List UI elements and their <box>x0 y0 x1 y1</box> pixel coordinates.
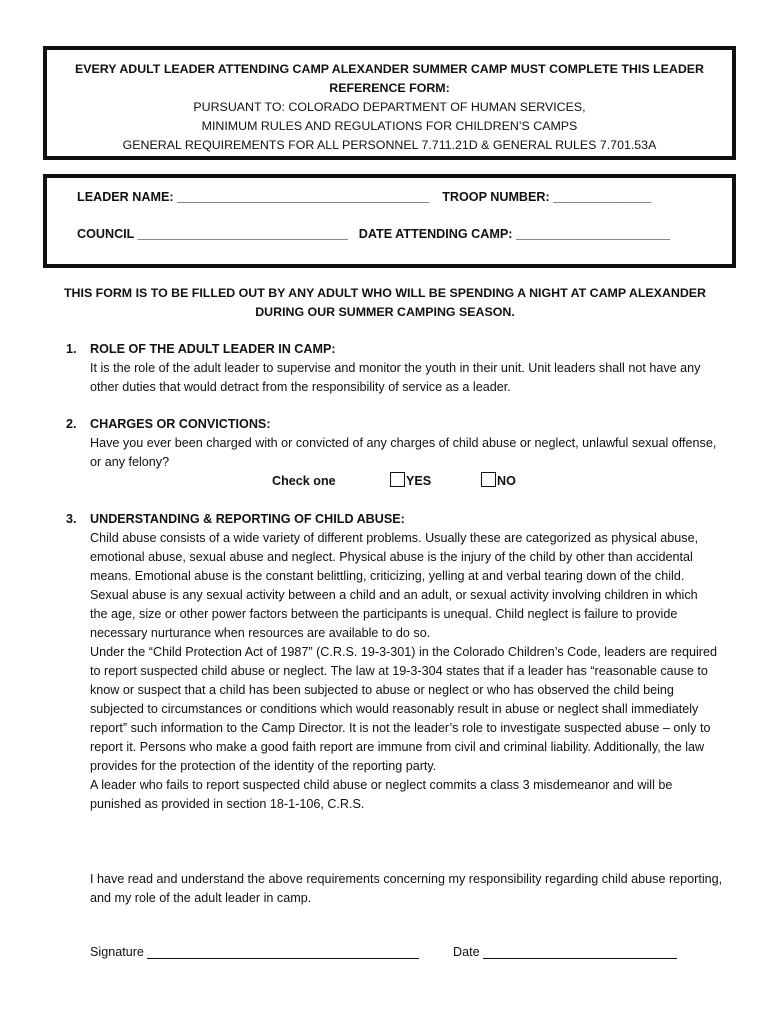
section-number: 3. <box>66 512 77 526</box>
section-paragraph-3: A leader who fails to report suspected child abuse or neglect commits a class 3 misdemeanor and will be punished as provided in section 18-1-106, C.R.S. <box>90 778 673 811</box>
yes-checkbox[interactable] <box>390 472 405 487</box>
acknowledgement-statement: I have read and understand the above requirements concerning my responsibility regarding child abuse reporting, and my role of the adult leader in camp. <box>90 872 723 905</box>
signature-field[interactable] <box>90 945 419 959</box>
section-paragraph-2: Under the “Child Protection Act of 1987” (C.R.S. 19-3-301) in the Colorado Children’s Code, leaders are required to report suspected child abuse or neglect. The law at 19-3-304 states that if a leader has “reasonable cause to know or suspect that a child has been subjected to abuse or neglect or who has observed the child being subjected to circumstances or conditions which would reasonably result in abuse or neglect shall immediately report” such information to the Camp Director. It is not the leader’s role to investigate suspected abuse – only to report it. Persons who make a good faith report are immune from civil and criminal liability. Additionally, the law provides for the protection of the identity of the reporting party. <box>90 645 717 773</box>
leader-info-box <box>43 174 736 268</box>
intro-line-2: DURING OUR SUMMER CAMPING SEASON. <box>255 305 515 319</box>
section-paragraph-1: Child abuse consists of a wide variety of different problems. Usually these are categorized as physical abuse, emotional abuse, sexual abuse and neglect. Physical abuse is the injury of the child by other than accidental means. Emotional abuse is the constant belittling, criticizing, yelling at and verbal tearing down of the child. Sexual abuse is any sexual activity between a child and an adult, or sexual activity involving children in which the age, size or other power factors between the participants is unequal. Child neglect is failure to provide necessary nurturance when resources are available to do so. <box>90 531 699 640</box>
check-one-label: Check one <box>272 474 336 488</box>
check-one-row <box>90 472 718 491</box>
section-body: Have you ever been charged with or convicted of any charges of child abuse or neglect, unlawful sexual offense, or any felony? <box>90 436 717 469</box>
no-option[interactable] <box>481 472 516 491</box>
leader-name-field[interactable]: LEADER NAME: ____________________________________ <box>77 190 430 204</box>
signature-line[interactable] <box>147 958 419 959</box>
header-line-4: MINIMUM RULES AND REGULATIONS FOR CHILDREN’S CAMPS <box>201 119 578 133</box>
header-line-2: REFERENCE FORM: <box>329 81 450 95</box>
intro-statement <box>0 284 770 322</box>
no-checkbox[interactable] <box>481 472 496 487</box>
yes-option[interactable] <box>390 472 431 491</box>
section-heading: UNDERSTANDING & REPORTING OF CHILD ABUSE: <box>90 512 405 526</box>
council-field[interactable]: COUNCIL ______________________________ <box>77 227 348 241</box>
date-attending-field[interactable]: DATE ATTENDING CAMP: ______________________ <box>358 227 671 241</box>
section-number: 2. <box>66 417 77 431</box>
signature-label: Signature <box>90 945 144 959</box>
leader-info-row-2 <box>77 227 670 241</box>
no-label: NO <box>497 474 516 488</box>
date-line[interactable] <box>483 958 677 959</box>
header-box <box>43 46 736 160</box>
intro-line-1: THIS FORM IS TO BE FILLED OUT BY ANY ADULT WHO WILL BE SPENDING A NIGHT AT CAMP ALEXANDER <box>63 286 707 300</box>
date-label: Date <box>453 945 480 959</box>
section-body: It is the role of the adult leader to supervise and monitor the youth in their unit. Unit leaders shall not have any other duties that would detract from the responsibility of service as a leader. <box>90 361 701 394</box>
section-number: 1. <box>66 342 77 356</box>
header-line-5: GENERAL REQUIREMENTS FOR ALL PERSONNEL 7.711.21D & GENERAL RULES 7.701.53A <box>122 138 657 152</box>
section-role <box>66 340 718 397</box>
header-line-3: PURSUANT TO: COLORADO DEPARTMENT OF HUMAN SERVICES, <box>193 100 586 114</box>
section-charges <box>66 415 718 491</box>
troop-number-field[interactable]: TROOP NUMBER: ______________ <box>442 190 652 204</box>
yes-label: YES <box>406 474 432 488</box>
leader-info-row-1 <box>77 190 651 204</box>
section-heading: CHARGES OR CONVICTIONS: <box>90 417 271 431</box>
section-child-abuse <box>66 510 718 814</box>
section-heading: ROLE OF THE ADULT LEADER IN CAMP: <box>90 342 336 356</box>
date-field[interactable] <box>453 945 677 959</box>
header-line-1: EVERY ADULT LEADER ATTENDING CAMP ALEXANDER SUMMER CAMP MUST COMPLETE THIS LEADER <box>75 62 704 76</box>
